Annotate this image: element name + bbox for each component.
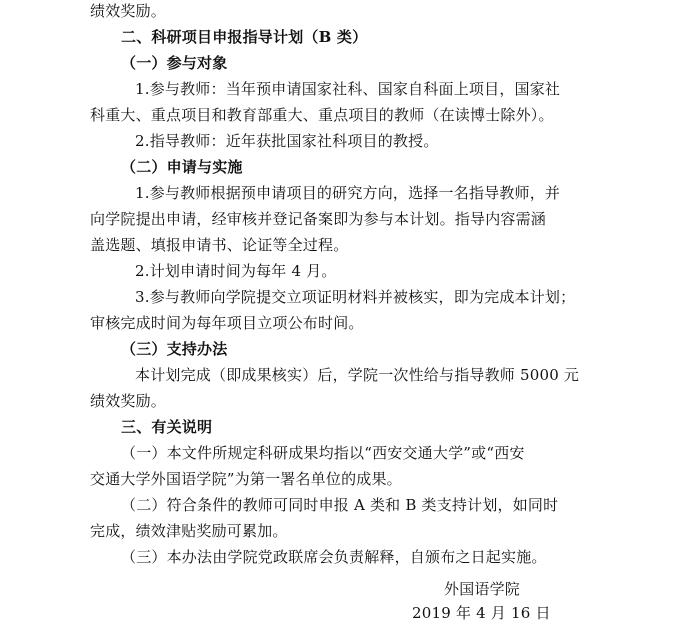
- paragraph-line: 本计划完成（即成果核实）后，学院一次性给与指导教师 5000 元: [135, 366, 580, 384]
- paragraph-line: 2.计划申请时间为每年 4 月。: [135, 262, 337, 280]
- paragraph-line: （三）本办法由学院党政联席会负责解释，自颁布之日起实施。: [121, 548, 547, 566]
- section-heading-3: 三、有关说明: [121, 418, 213, 436]
- paragraph-line: 绩效奖励。: [90, 2, 167, 20]
- subsection-heading: （一）参与对象: [121, 54, 228, 72]
- paragraph-line: 科重大、重点项目和教育部重大、重点项目的教师（在读博士除外）。: [90, 106, 554, 124]
- paragraph-line: 绩效奖励。: [90, 392, 167, 410]
- subsection-heading: （三）支持办法: [121, 340, 228, 358]
- paragraph-line: 向学院提出申请，经审核并登记备案即为参与本计划。指导内容需涵: [90, 210, 547, 228]
- paragraph-line: 1.参与教师根据预申请项目的研究方向，选择一名指导教师，并: [135, 184, 561, 202]
- issue-date: 2019 年 4 月 16 日: [412, 604, 551, 622]
- paragraph-line: 完成，绩效津贴奖励可累加。: [90, 522, 288, 540]
- paragraph-line: 盖选题、填报申请书、论证等全过程。: [90, 236, 349, 254]
- paragraph-line: 交通大学外国语学院”为第一署名单位的成果。: [90, 470, 402, 488]
- paragraph-line: 1.参与教师：当年预申请国家社科、国家自科面上项目，国家社: [135, 80, 561, 98]
- signature: 外国语学院: [444, 580, 521, 598]
- paragraph-line: （一）本文件所规定科研成果均指以“西安交通大学”或“西安: [121, 444, 525, 462]
- paragraph-line: 2.指导教师：近年获批国家社科项目的教授。: [135, 132, 439, 150]
- section-heading-2: 二、科研项目申报指导计划（B 类）: [121, 28, 368, 46]
- paragraph-line: 审核完成时间为每年项目立项公布时间。: [90, 314, 364, 332]
- paragraph-line: （二）符合条件的教师可同时申报 A 类和 B 类支持计划，如同时: [121, 496, 559, 514]
- subsection-heading: （二）申请与实施: [121, 158, 243, 176]
- paragraph-line: 3.参与教师向学院提交立项证明材料并被核实，即为完成本计划；: [135, 288, 576, 306]
